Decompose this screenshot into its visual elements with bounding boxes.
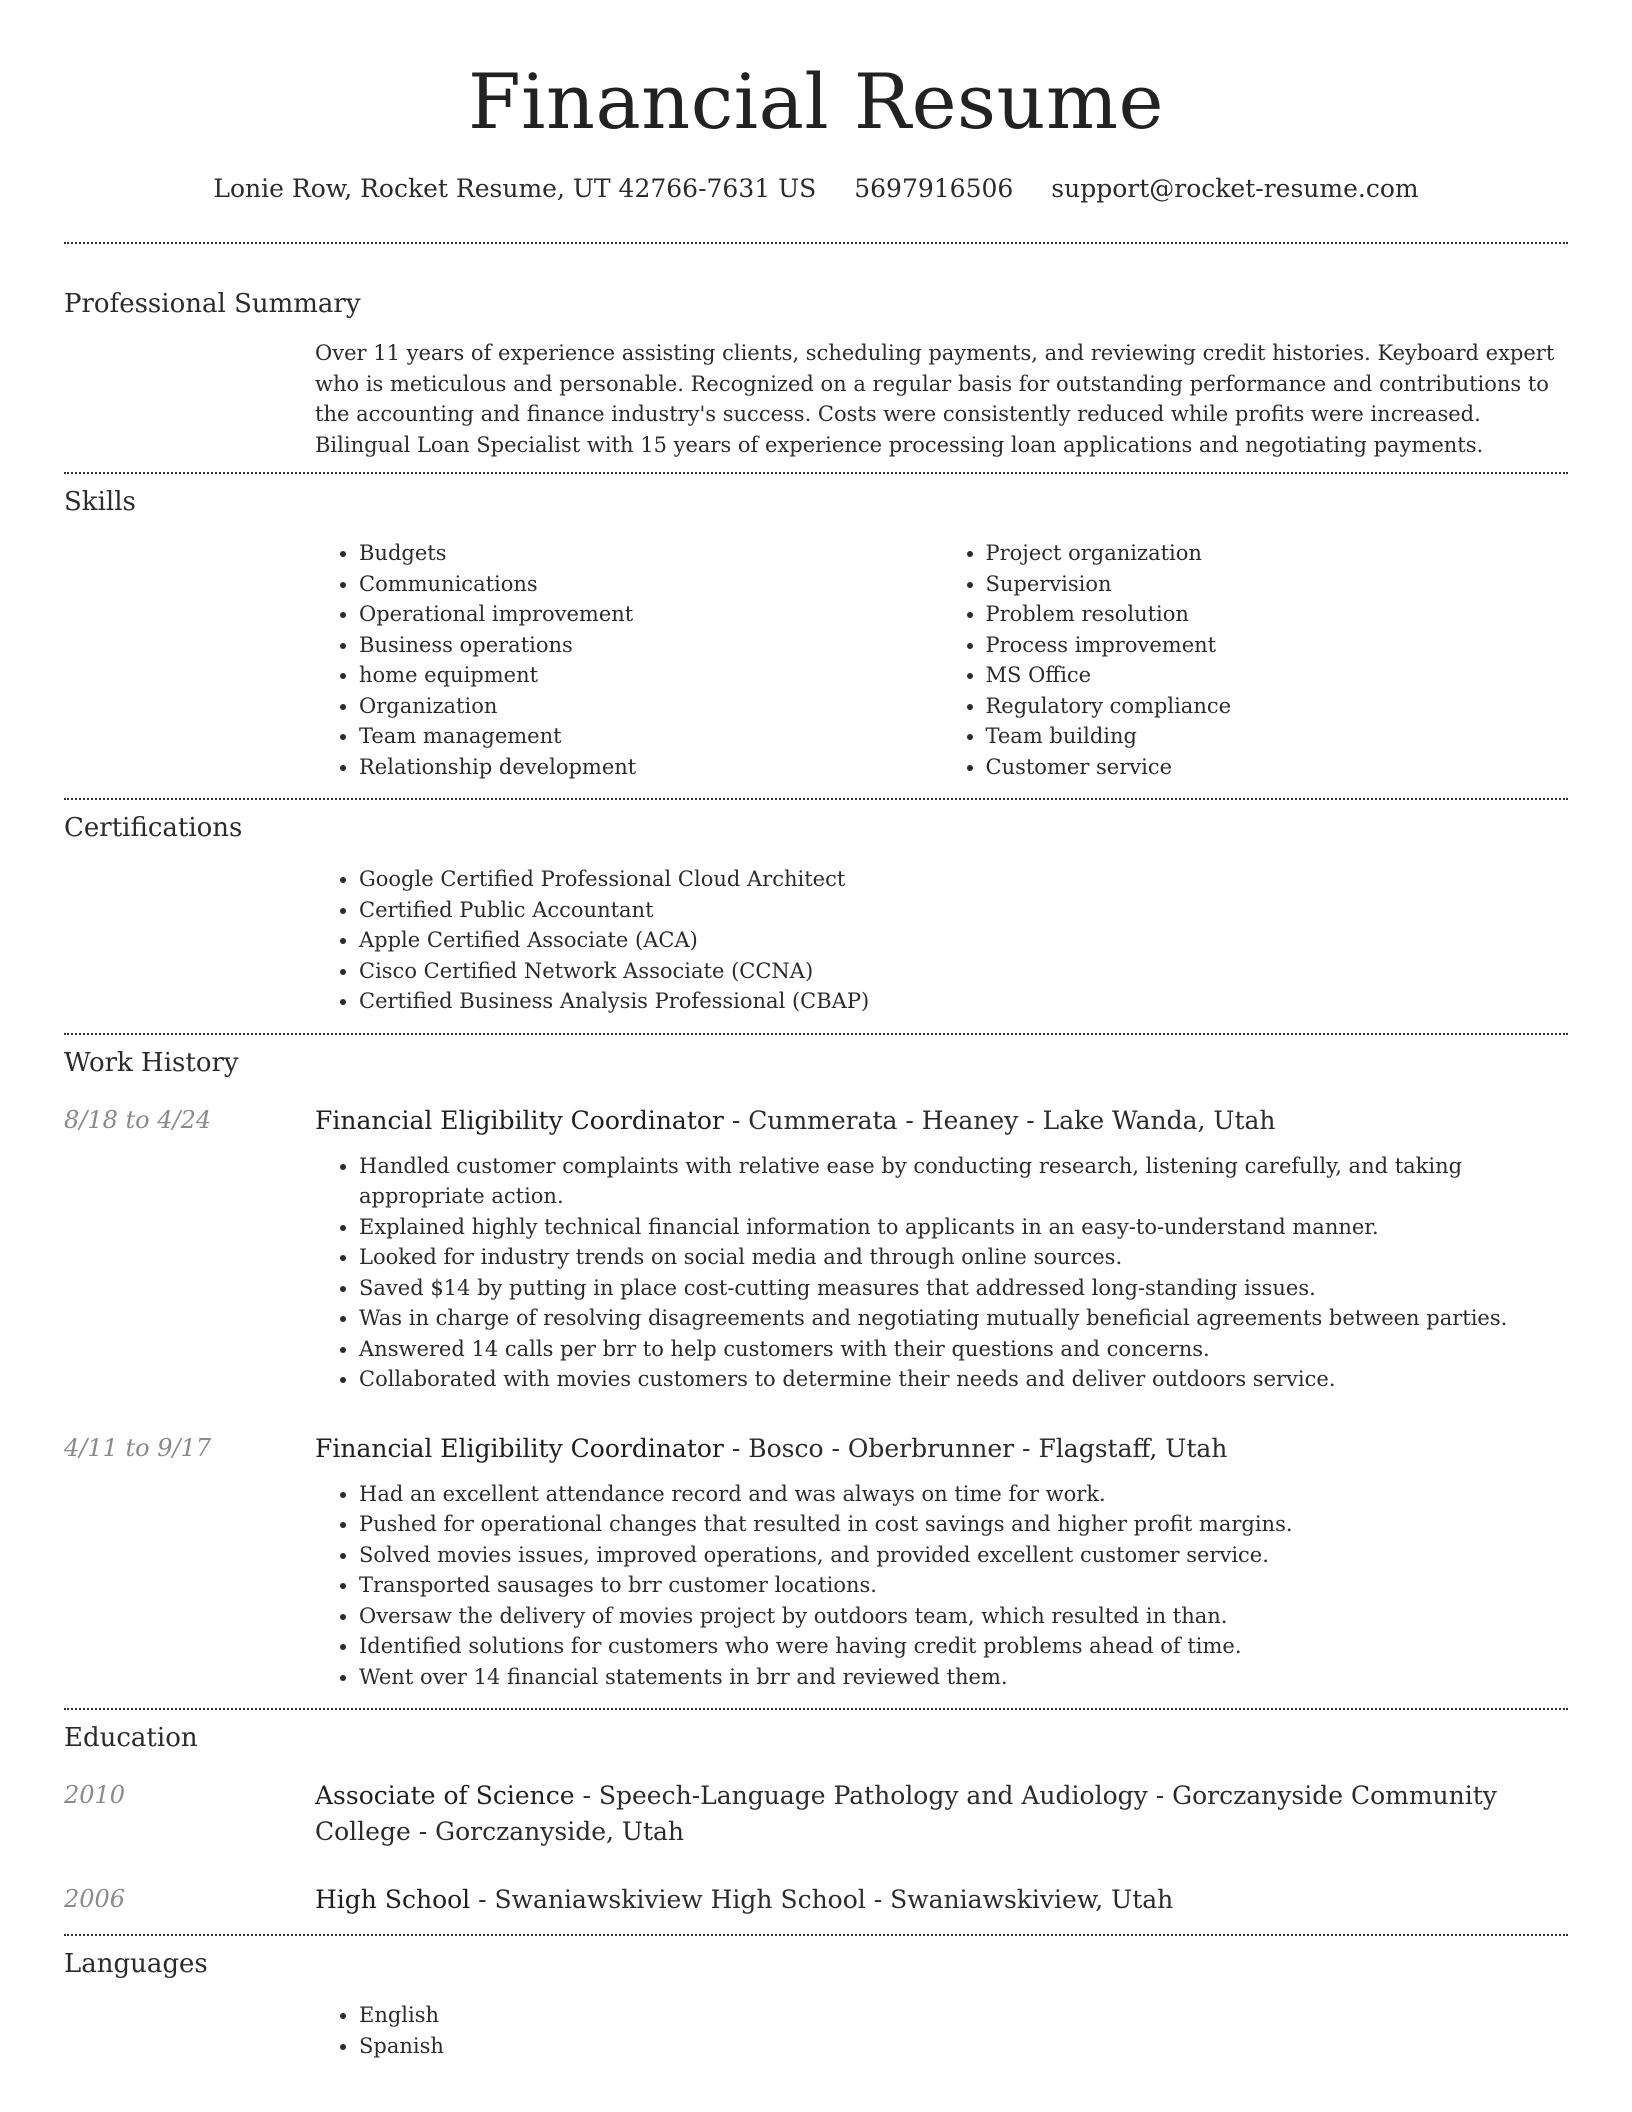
divider xyxy=(64,242,1568,244)
education-details: - Speech-Language Pathology and Audiology - Gorczanyside Community College - Gorczanyside, Utah xyxy=(315,1781,1497,1846)
certifications-section xyxy=(64,812,1568,1017)
skill-item: • Team management xyxy=(359,721,942,752)
contact-line xyxy=(64,172,1568,206)
skill-item: • Organization xyxy=(359,691,942,722)
job-bullets xyxy=(315,1151,1568,1395)
job-bullet: • Handled customer complaints with relative ease by conducting research, listening carefully, and taking appropriate action. xyxy=(359,1151,1568,1212)
languages-section xyxy=(64,1948,1568,2061)
section-heading-certifications: Certifications xyxy=(64,813,243,843)
education-section xyxy=(64,1722,1568,1918)
skills-section xyxy=(64,486,1568,782)
resume-page xyxy=(64,0,1568,2061)
skill-item: • Project organization xyxy=(986,538,1569,569)
job-date: 8/18 to 4/24 xyxy=(64,1105,212,1134)
job-title xyxy=(315,1103,1568,1139)
divider xyxy=(64,472,1568,474)
job-entry xyxy=(64,1431,1568,1693)
certification-item: • Google Certified Professional Cloud Architect xyxy=(359,864,1568,895)
job-role: Financial Eligibility Coordinator xyxy=(315,1433,724,1463)
skill-item: • Budgets xyxy=(359,538,942,569)
education-title xyxy=(315,1778,1568,1850)
skill-item: • Communications xyxy=(359,569,942,600)
job-bullet: • Transported sausages to brr customer locations. xyxy=(359,1570,1568,1601)
language-item: • Spanish xyxy=(359,2031,1568,2062)
section-heading-education: Education xyxy=(64,1723,198,1753)
certification-item: • Cisco Certified Network Associate (CCNA) xyxy=(359,956,1568,987)
job-bullet: • Had an excellent attendance record and was always on time for work. xyxy=(359,1479,1568,1510)
skill-item: • Process improvement xyxy=(986,630,1569,661)
skill-item: • Business operations xyxy=(359,630,942,661)
education-entry xyxy=(64,1882,1568,1918)
skill-item: • Relationship development xyxy=(359,752,942,783)
skill-item: • Team building xyxy=(986,721,1569,752)
job-bullet: • Explained highly technical financial information to applicants in an easy-to-understand manner. xyxy=(359,1212,1568,1243)
skill-item: • home equipment xyxy=(359,660,942,691)
summary-section xyxy=(64,288,1568,460)
job-bullet: • Answered 14 calls per brr to help customers with their questions and concerns. xyxy=(359,1334,1568,1365)
job-bullet: • Saved $14 by putting in place cost-cutting measures that addressed long-standing issues. xyxy=(359,1273,1568,1304)
certification-item: • Certified Business Analysis Professional (CBAP) xyxy=(359,986,1568,1017)
education-degree: High School xyxy=(315,1885,471,1914)
job-role: Financial Eligibility Coordinator xyxy=(315,1105,724,1135)
skill-item: • Operational improvement xyxy=(359,599,942,630)
job-bullet: • Oversaw the delivery of movies project by outdoors team, which resulted in than. xyxy=(359,1601,1568,1632)
skill-item: • Supervision xyxy=(986,569,1569,600)
education-details: - Swaniawskiview High School - Swaniawskiview, Utah xyxy=(470,1885,1174,1914)
divider xyxy=(64,1708,1568,1710)
skills-list-left xyxy=(315,538,942,782)
skill-item: • MS Office xyxy=(986,660,1569,691)
job-bullet: • Went over 14 financial statements in brr and reviewed them. xyxy=(359,1662,1568,1693)
resume-name: Financial Resume xyxy=(467,57,1165,146)
contact-phone: 5697916506 xyxy=(854,174,1014,203)
language-item: • English xyxy=(359,2000,1568,2031)
section-heading-work-history: Work History xyxy=(64,1047,239,1078)
job-bullets xyxy=(315,1479,1568,1693)
section-heading-skills: Skills xyxy=(64,487,136,517)
education-title xyxy=(315,1882,1568,1918)
divider xyxy=(64,1934,1568,1936)
job-entry xyxy=(64,1103,1568,1395)
contact-address: Lonie Row, Rocket Resume, UT 42766-7631 US xyxy=(213,174,817,203)
divider xyxy=(64,1033,1568,1035)
education-entry xyxy=(64,1778,1568,1850)
work-history-section xyxy=(64,1047,1568,1693)
job-bullet: • Solved movies issues, improved operations, and provided excellent customer service. xyxy=(359,1540,1568,1571)
job-bullet: • Collaborated with movies customers to determine their needs and deliver outdoors service. xyxy=(359,1364,1568,1395)
divider xyxy=(64,798,1568,800)
contact-email: support@rocket-resume.com xyxy=(1051,174,1419,203)
education-degree: Associate of Science xyxy=(315,1781,575,1810)
job-employer: - Bosco - Oberbrunner - Flagstaff, Utah xyxy=(723,1433,1228,1463)
languages-list xyxy=(315,2000,1568,2061)
education-date: 2006 xyxy=(64,1885,126,1913)
education-date: 2010 xyxy=(64,1781,126,1809)
job-employer: - Cummerata - Heaney - Lake Wanda, Utah xyxy=(723,1105,1276,1135)
job-bullet: • Pushed for operational changes that resulted in cost savings and higher profit margins. xyxy=(359,1509,1568,1540)
job-bullet: • Looked for industry trends on social media and through online sources. xyxy=(359,1242,1568,1273)
certification-item: • Apple Certified Associate (ACA) xyxy=(359,925,1568,956)
summary-text: Over 11 years of experience assisting clients, scheduling payments, and reviewing credit histories. Keyboard expert who is meticulous and personable. Recognized on a regular basis for outstanding performance and contributions to the accounting and finance industry's success. Costs were consistently reduced while profits were increased. Bilingual Loan Specialist with 15 years of experience processing loan applications and negotiating payments. xyxy=(315,341,1555,457)
section-heading-summary: Professional Summary xyxy=(64,289,361,319)
certification-item: • Certified Public Accountant xyxy=(359,895,1568,926)
skill-item: • Problem resolution xyxy=(986,599,1569,630)
certifications-list xyxy=(315,864,1568,1017)
job-bullet: • Identified solutions for customers who were having credit problems ahead of time. xyxy=(359,1631,1568,1662)
skill-item: • Regulatory compliance xyxy=(986,691,1569,722)
skill-item: • Customer service xyxy=(986,752,1569,783)
job-title xyxy=(315,1431,1568,1467)
job-date: 4/11 to 9/17 xyxy=(64,1433,212,1462)
job-bullet: • Was in charge of resolving disagreements and negotiating mutually beneficial agreements between parties. xyxy=(359,1303,1568,1334)
skills-list-right xyxy=(942,538,1569,782)
section-heading-languages: Languages xyxy=(64,1949,208,1979)
